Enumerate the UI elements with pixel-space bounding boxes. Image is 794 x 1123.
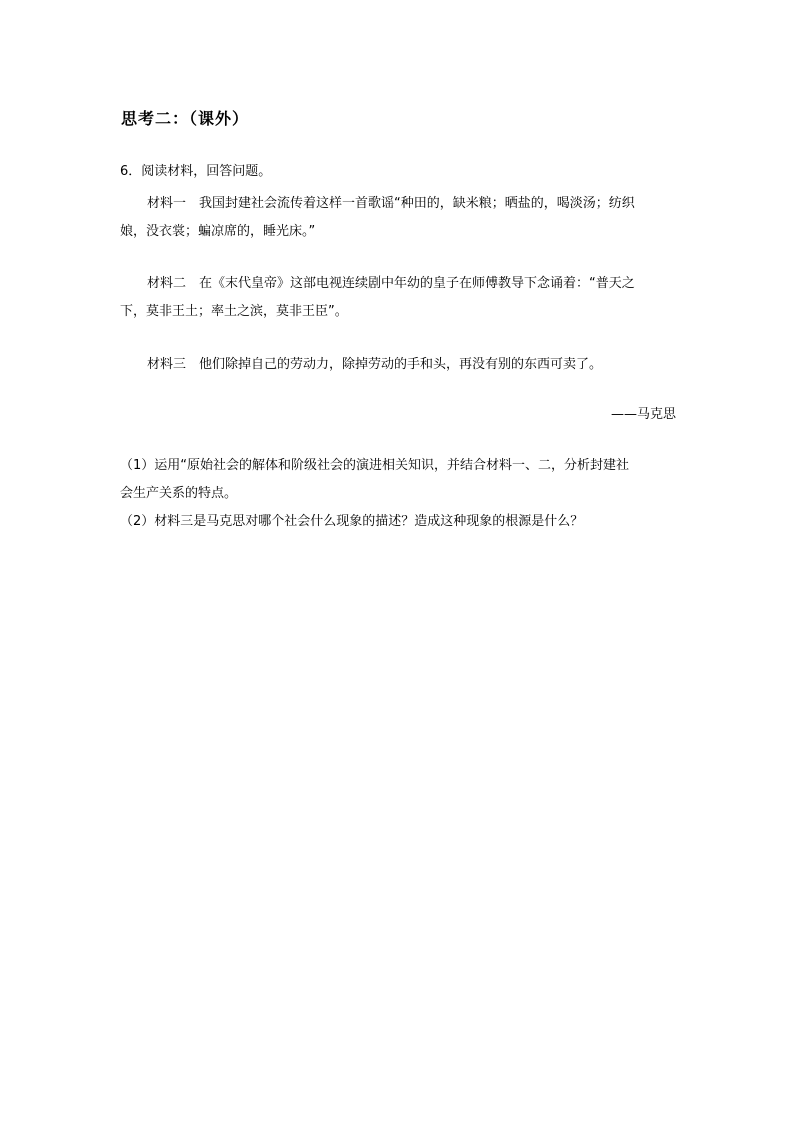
material-three-line-1: 材料三 他们除掉自己的劳动力，除掉劳动的手和头，再没有别的东西可卖了。 [147, 357, 603, 372]
material-three-block [120, 351, 676, 379]
question-1-line-1: （1）运用“原始社会的解体和阶级社会的演进相关知识，并结合材料一、二，分析封建社 [120, 458, 630, 473]
material-two-block [120, 270, 676, 326]
material-two-line-2: 下，莫非王土；率土之滨，莫非王臣”。 [120, 304, 348, 319]
questions-block [120, 452, 676, 536]
section-heading: 思考二：（课外） [121, 109, 250, 128]
attribution-block [120, 401, 676, 429]
material-one-block [120, 190, 676, 246]
material-one-line-2: 娘，没衣裳；蝙凉席的，睡光床。” [120, 224, 316, 239]
question-1-line-2: 会生产关系的特点。 [120, 486, 238, 501]
question-2: （2）材料三是马克思对哪个社会什么现象的描述？造成这种现象的根源是什么？ [120, 514, 584, 529]
material-three-attribution: ——马克思 [610, 407, 676, 422]
material-two-line-1: 材料二 在《末代皇帝》这部电视连续剧中年幼的皇子在师傅教导下念诵着：“普天之 [147, 276, 635, 291]
question-intro-block [120, 158, 676, 186]
question-intro: 6．阅读材料，回答问题。 [120, 164, 272, 179]
material-one-line-1: 材料一 我国封建社会流传着这样一首歌谣“种田的，缺米粮；晒盐的，喝淡汤；纺织 [147, 196, 635, 211]
